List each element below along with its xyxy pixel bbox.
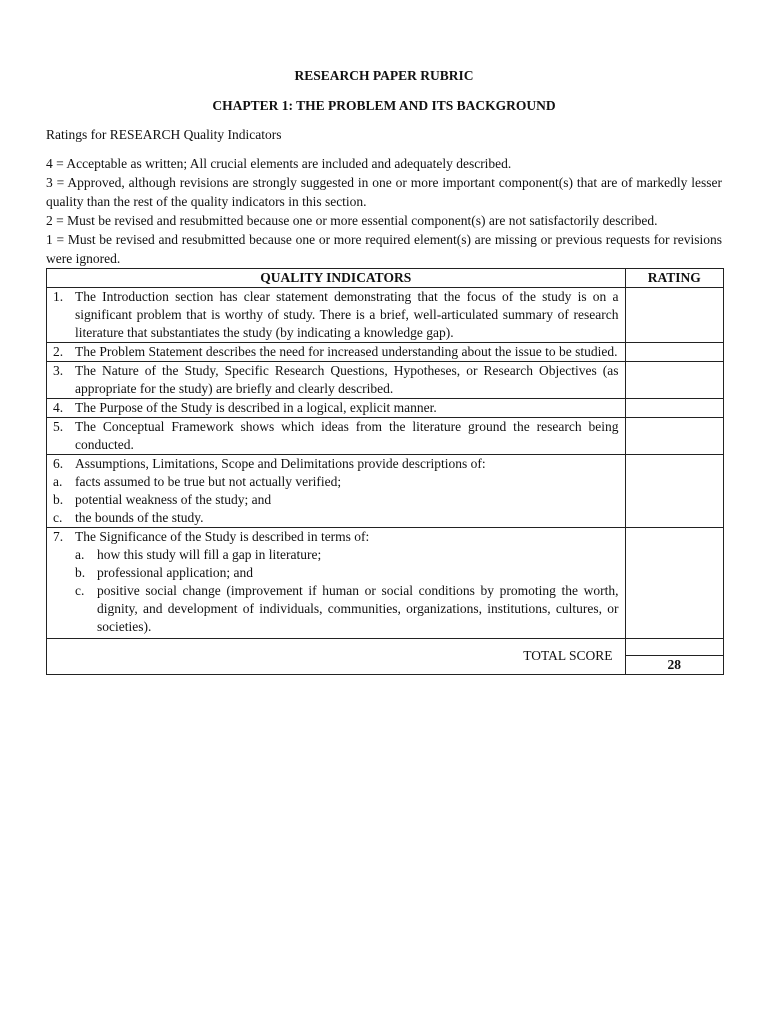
indicator-cell: [47, 418, 626, 455]
indicator-text: Assumptions, Limitations, Scope and Delimitations provide descriptions of:: [75, 456, 486, 471]
sub-item: [53, 564, 619, 582]
indicator-cell: [47, 362, 626, 399]
indicator-number: 4.: [53, 400, 64, 415]
sub-item-letter: b.: [53, 492, 64, 507]
sub-item: [53, 473, 619, 491]
total-score-label: TOTAL SCORE: [47, 639, 626, 675]
table-row: [47, 288, 724, 343]
indicator-number: 6.: [53, 456, 64, 471]
scale-4: 4 = Acceptable as written; All crucial elements are included and adequately described.: [46, 156, 512, 171]
sub-item: [53, 491, 619, 509]
table-row: [47, 343, 724, 362]
sub-item-text: the bounds of the study.: [75, 510, 204, 525]
rating-cell[interactable]: [625, 288, 724, 343]
indicator-number: 2.: [53, 344, 64, 359]
scale-3: 3 = Approved, although revisions are strongly suggested in one or more important component(s) that are of markedly lesser quality than the rest of the quality indicators in this section.: [46, 175, 722, 209]
indicator-cell: [47, 528, 626, 639]
rating-cell[interactable]: [625, 362, 724, 399]
rating-cell[interactable]: [625, 528, 724, 639]
header-rating: RATING: [625, 269, 724, 288]
table-row: [47, 418, 724, 455]
sub-item-letter: a.: [75, 547, 85, 562]
indicator-text: The Conceptual Framework shows which ideas from the literature ground the research being conducted.: [75, 419, 619, 452]
indicator-number: 3.: [53, 363, 64, 378]
total-row: [47, 639, 724, 675]
sub-item: [53, 546, 619, 564]
indicator-text: The Introduction section has clear statement demonstrating that the focus of the study is on a significant problem that is worthy of study. There is a brief, well-articulated summary of research literature that substantiates the study (by indicating a knowledge gap).: [75, 289, 619, 340]
indicator-text: The Nature of the Study, Specific Research Questions, Hypotheses, or Research Objectives (as appropriate for the study) are briefly and clearly described.: [75, 363, 619, 396]
header-quality-indicators: QUALITY INDICATORS: [47, 269, 626, 288]
indicator-cell: [47, 288, 626, 343]
indicator-number: 5.: [53, 419, 64, 434]
indicator-text: The Significance of the Study is described in terms of:: [75, 529, 370, 544]
table-row: [47, 528, 724, 639]
table-row: [47, 455, 724, 528]
sub-item-text: how this study will fill a gap in literature;: [97, 547, 322, 562]
indicator-cell: [47, 343, 626, 362]
indicator-text: The Problem Statement describes the need for increased understanding about the issue to be studied.: [75, 344, 618, 359]
sub-item-text: potential weakness of the study; and: [75, 492, 272, 507]
rubric-page: [46, 62, 722, 675]
table-header-row: [47, 269, 724, 288]
ratings-intro: Ratings for RESEARCH Quality Indicators: [46, 127, 282, 142]
table-row: [47, 399, 724, 418]
sub-item-letter: c.: [75, 583, 85, 598]
sub-item: [53, 509, 619, 527]
sub-item-text: facts assumed to be true but not actually verified;: [75, 474, 342, 489]
indicator-cell: [47, 399, 626, 418]
table-row: [47, 362, 724, 399]
sub-item-letter: a.: [53, 474, 63, 489]
scale-2: 2 = Must be revised and resubmitted because one or more essential component(s) are not satisfactorily described.: [46, 213, 658, 228]
rating-scale: [46, 154, 722, 268]
scale-1: 1 = Must be revised and resubmitted because one or more required element(s) are missing or previous requests for revisions were ignored.: [46, 232, 722, 266]
total-score-value: 28: [667, 657, 681, 672]
rating-cell[interactable]: [625, 455, 724, 528]
rating-cell[interactable]: [625, 418, 724, 455]
sub-item-text: positive social change (improvement if human or social conditions by promoting the worth, dignity, and development of individuals, communities, organizations, institutions, cultures, or societies).: [97, 583, 619, 634]
sub-item-letter: c.: [53, 510, 63, 525]
rating-cell[interactable]: [625, 399, 724, 418]
document-title: RESEARCH PAPER RUBRIC: [294, 68, 474, 83]
sub-item-text: professional application; and: [97, 565, 253, 580]
chapter-title: CHAPTER 1: THE PROBLEM AND ITS BACKGROUND: [212, 98, 556, 113]
rating-cell[interactable]: [625, 343, 724, 362]
rubric-table: [46, 268, 724, 675]
sub-item: [53, 582, 619, 636]
sub-item-letter: b.: [75, 565, 86, 580]
indicator-number: 7.: [53, 529, 64, 544]
indicator-cell: [47, 455, 626, 528]
indicator-number: 1.: [53, 289, 64, 304]
indicator-text: The Purpose of the Study is described in a logical, explicit manner.: [75, 400, 437, 415]
total-score-cell: [625, 639, 724, 675]
